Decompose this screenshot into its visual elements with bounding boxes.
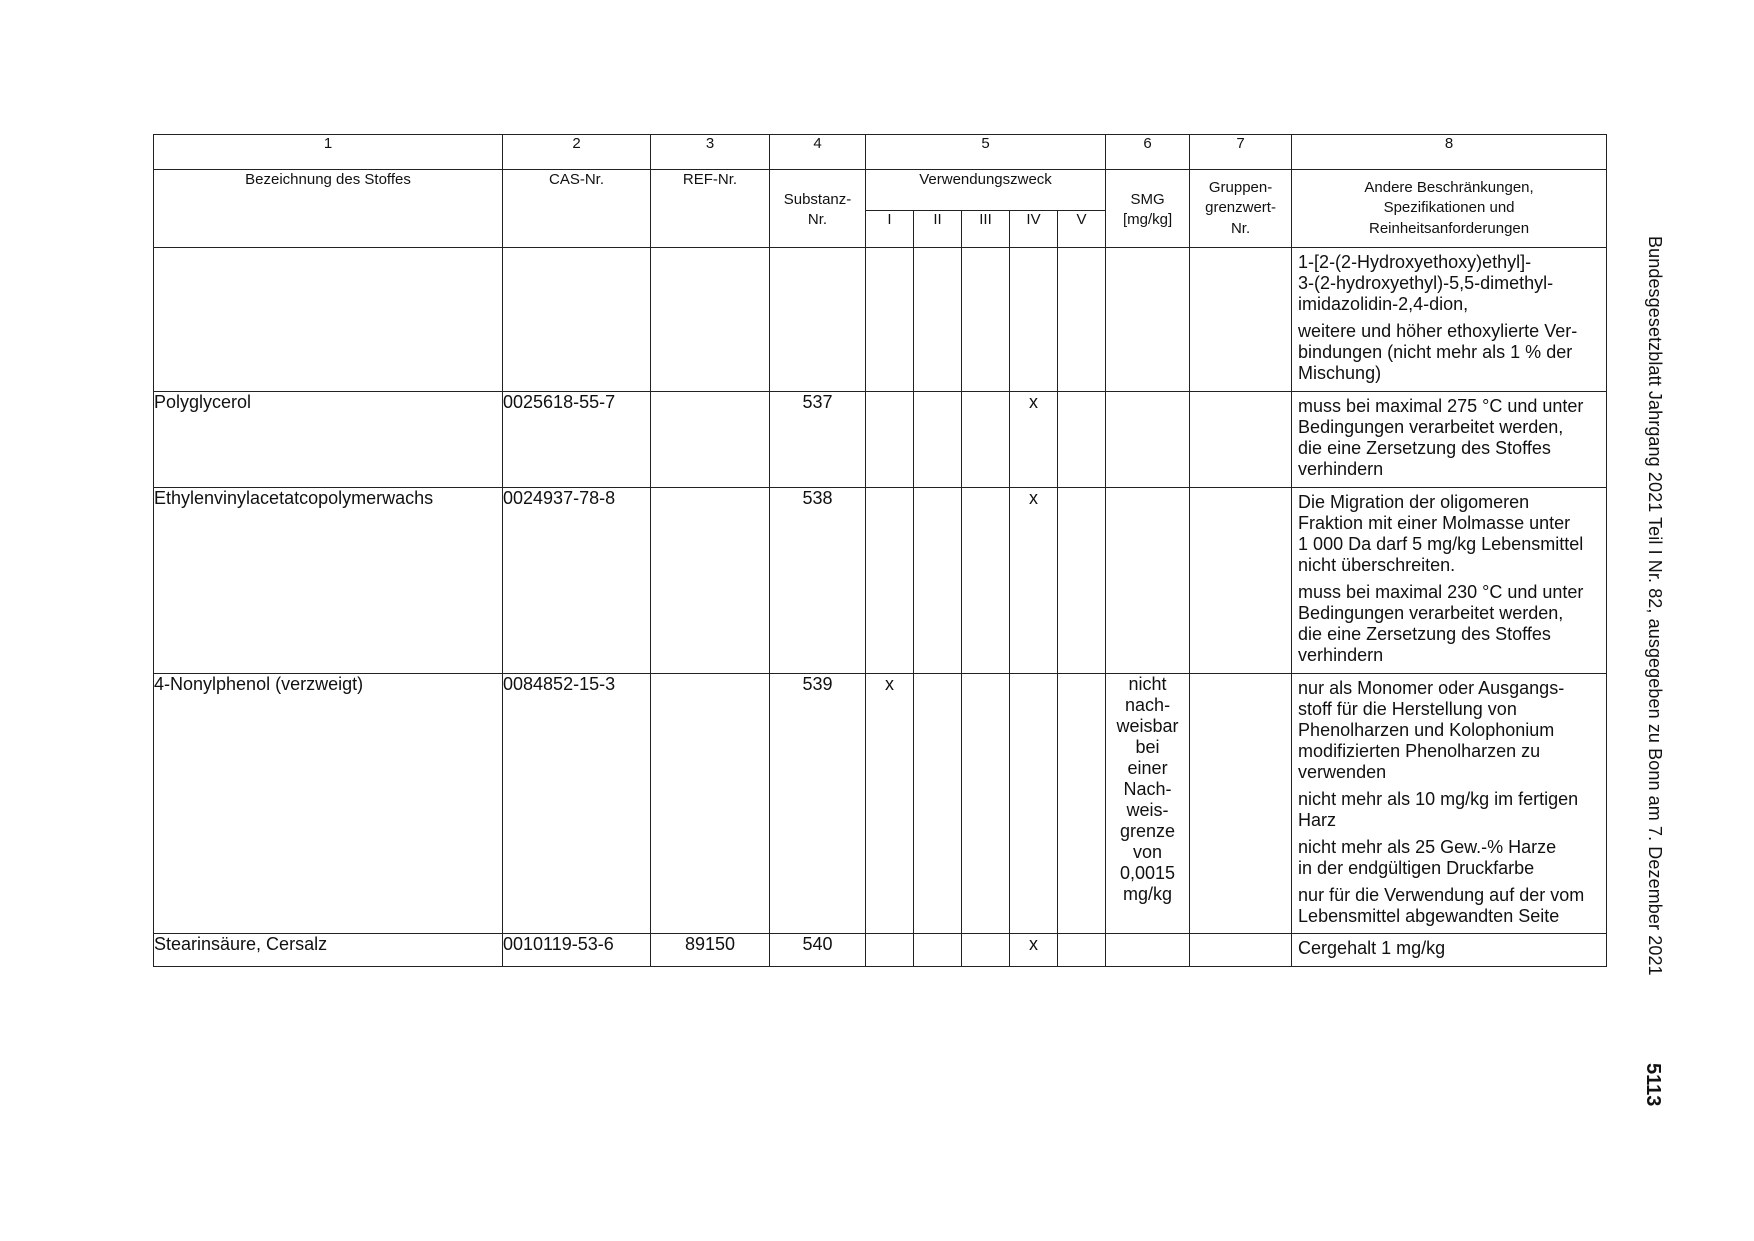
col-number-3: 3 [651, 135, 770, 170]
header-substanz-text: Substanz- Nr. [783, 191, 852, 229]
cell-gruppen [1190, 248, 1292, 392]
cell-ref [651, 248, 770, 392]
cell-cas: 0025618-55-7 [503, 392, 651, 488]
page-number: 5113 [1642, 1063, 1664, 1107]
cell-vz-2 [914, 674, 962, 934]
cell-vz-4 [1010, 674, 1058, 934]
cell-substanz [770, 248, 866, 392]
cell-vz-5 [1058, 248, 1106, 392]
cell-substanz: 537 [770, 392, 866, 488]
cell-vz-1 [866, 392, 914, 488]
col-number-7: 7 [1190, 135, 1292, 170]
table-row [154, 674, 1607, 934]
cell-gruppen [1190, 392, 1292, 488]
cell-name [154, 248, 503, 392]
cell-ref [651, 488, 770, 674]
note-paragraph: Cergehalt 1 mg/kg [1298, 938, 1446, 958]
column-number-row [154, 135, 1607, 170]
cell-smg [1106, 488, 1190, 674]
cell-substanz: 539 [770, 674, 866, 934]
note-paragraph: nur für die Verwendung auf der vom Lebensmittel abgewandten Seite [1298, 885, 1585, 926]
note-paragraph: muss bei maximal 230 °C und unter Bedingungen verarbeitet werden, die eine Zersetzung des Stoffes verhindern [1298, 582, 1584, 665]
note-paragraph: nur als Monomer oder Ausgangs- stoff für die Herstellung von Phenolharzen und Kolophonium modifizierten Phenolharzen zu verwenden [1298, 678, 1565, 782]
substance-table [153, 134, 1607, 967]
cell-cas [503, 248, 651, 392]
note-paragraph: nicht mehr als 10 mg/kg im fertigen Harz [1298, 789, 1579, 830]
table-row [154, 488, 1607, 674]
note-paragraph: Die Migration der oligomeren Fraktion mit einer Molmasse unter 1 000 Da darf 5 mg/kg Lebensmittel nicht überschreiten. [1298, 492, 1584, 575]
cell-smg [1106, 934, 1190, 967]
cell-vz-3 [962, 392, 1010, 488]
header-gruppen [1190, 170, 1292, 248]
note-paragraph: 1-[2-(2-Hydroxyethoxy)ethyl]- 3-(2-hydroxyethyl)-5,5-dimethyl- imidazolidin-2,4-dion, [1298, 252, 1554, 314]
header-vz-5: V [1058, 211, 1106, 248]
cell-vz-5 [1058, 488, 1106, 674]
cell-ref [651, 674, 770, 934]
header-verwendungszweck: Verwendungszweck [866, 170, 1106, 211]
running-head: Bundesgesetzblatt Jahrgang 2021 Teil I Nr. 82, ausgegeben zu Bonn am 7. Dezember 2021 [1645, 236, 1665, 976]
cell-vz-1 [866, 488, 914, 674]
header-vz-4: IV [1010, 211, 1058, 248]
col-number-4: 4 [770, 135, 866, 170]
cell-vz-2 [914, 488, 962, 674]
header-smg-text: SMG [mg/kg] [1122, 191, 1173, 229]
cell-substanz: 538 [770, 488, 866, 674]
cell-vz-4: x [1010, 488, 1058, 674]
cell-cas: 0010119-53-6 [503, 934, 651, 967]
col-number-1: 1 [154, 135, 503, 170]
col-number-8: 8 [1292, 135, 1607, 170]
header-substanz [770, 170, 866, 248]
cell-vz-5 [1058, 674, 1106, 934]
header-andere-text: Andere Beschränkungen, Spezifikationen und Reinheitsanforderungen [1364, 179, 1534, 237]
cell-vz-3 [962, 488, 1010, 674]
cell-vz-2 [914, 934, 962, 967]
header-gruppen-text: Gruppen- grenzwert- Nr. [1205, 179, 1276, 237]
cell-vz-1 [866, 934, 914, 967]
cell-vz-5 [1058, 392, 1106, 488]
header-bezeichnung: Bezeichnung des Stoffes [154, 170, 503, 248]
header-vz-1: I [866, 211, 914, 248]
table-row [154, 934, 1607, 967]
note-paragraph: muss bei maximal 275 °C und unter Bedingungen verarbeitet werden, die eine Zersetzung des Stoffes verhindern [1298, 396, 1584, 479]
header-vz-3: III [962, 211, 1010, 248]
cell-cas: 0024937-78-8 [503, 488, 651, 674]
cell-smg: nicht nach- weisbar bei einer Nach- weis- grenze von 0,0015 mg/kg [1106, 674, 1190, 934]
cell-name: Stearinsäure, Cersalz [154, 934, 503, 967]
cell-substanz: 540 [770, 934, 866, 967]
note-paragraph: weitere und höher ethoxylierte Ver- bindungen (nicht mehr als 1 % der Mischung) [1298, 321, 1578, 383]
cell-notes [1292, 392, 1607, 488]
header-vz-2: II [914, 211, 962, 248]
cell-gruppen [1190, 934, 1292, 967]
cell-vz-3 [962, 934, 1010, 967]
cell-vz-5 [1058, 934, 1106, 967]
cell-vz-3 [962, 674, 1010, 934]
header-smg [1106, 170, 1190, 248]
header-cas: CAS-Nr. [503, 170, 651, 248]
cell-vz-1: x [866, 674, 914, 934]
table-row [154, 392, 1607, 488]
cell-vz-4: x [1010, 934, 1058, 967]
header-ref: REF-Nr. [651, 170, 770, 248]
header-andere [1292, 170, 1607, 248]
cell-vz-3 [962, 248, 1010, 392]
cell-vz-1 [866, 248, 914, 392]
column-header-row [154, 170, 1607, 211]
cell-cas: 0084852-15-3 [503, 674, 651, 934]
cell-name: Ethylenvinylacetatcopolymerwachs [154, 488, 503, 674]
col-number-6: 6 [1106, 135, 1190, 170]
table-row [154, 248, 1607, 392]
cell-name: Polyglycerol [154, 392, 503, 488]
cell-smg [1106, 392, 1190, 488]
cell-notes [1292, 488, 1607, 674]
cell-notes [1292, 674, 1607, 934]
cell-vz-4: x [1010, 392, 1058, 488]
cell-vz-4 [1010, 248, 1058, 392]
note-paragraph: nicht mehr als 25 Gew.-% Harze in der endgültigen Druckfarbe [1298, 837, 1557, 878]
cell-notes [1292, 934, 1607, 967]
col-number-2: 2 [503, 135, 651, 170]
cell-ref [651, 392, 770, 488]
cell-vz-2 [914, 248, 962, 392]
cell-vz-2 [914, 392, 962, 488]
cell-gruppen [1190, 488, 1292, 674]
cell-notes [1292, 248, 1607, 392]
cell-ref: 89150 [651, 934, 770, 967]
cell-gruppen [1190, 674, 1292, 934]
cell-smg [1106, 248, 1190, 392]
col-number-5: 5 [866, 135, 1106, 170]
cell-name: 4-Nonylphenol (verzweigt) [154, 674, 503, 934]
